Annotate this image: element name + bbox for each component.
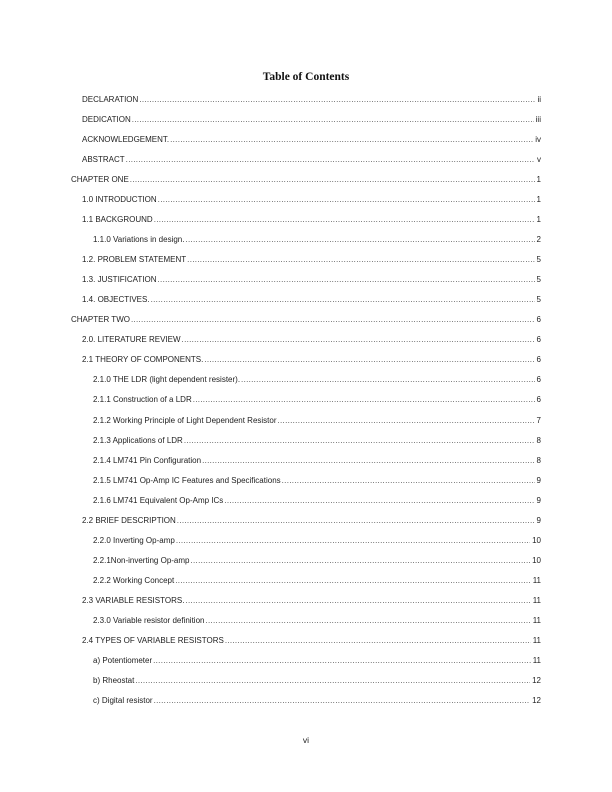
toc-entry-label: 1.3. JUSTIFICATION — [82, 275, 157, 285]
leader-dots — [191, 556, 531, 565]
toc-entry-page: v — [537, 154, 541, 164]
toc-entry-page: 9 — [536, 475, 541, 485]
toc-entry[interactable] — [71, 611, 541, 631]
toc-entry-label: 2.2.0 Inverting Op-amp — [93, 535, 175, 545]
toc-entry[interactable] — [71, 229, 541, 249]
leader-dots — [193, 395, 535, 404]
toc-entry-label: 2.1.5 LM741 Op-Amp IC Features and Specifications — [93, 475, 281, 485]
toc-entry-label: 2.4 TYPES OF VARIABLE RESISTORS — [82, 636, 224, 646]
leader-dots — [187, 255, 534, 264]
toc-entry-label: ABSTRACT — [82, 154, 125, 164]
toc-entry-page: 6 — [536, 375, 541, 385]
toc-entry[interactable] — [71, 89, 541, 109]
toc-entry[interactable] — [71, 631, 541, 651]
leader-dots — [282, 476, 535, 485]
toc-entry-label: 1.2. PROBLEM STATEMENT — [82, 255, 187, 265]
toc-entry-label: CHAPTER TWO — [71, 315, 130, 325]
toc-entry-label: 2.3.0 Variable resistor definition — [93, 616, 205, 626]
leader-dots — [184, 436, 535, 445]
toc-entry-label: 1.4. OBJECTIVES. — [82, 295, 150, 305]
toc-entry-label: 2.1.3 Applications of LDR — [93, 435, 183, 445]
toc-entry[interactable] — [71, 651, 541, 671]
leader-dots — [225, 636, 531, 645]
toc-entry[interactable] — [71, 310, 541, 330]
toc-entry-page: 1 — [536, 194, 541, 204]
toc-entry-label: CHAPTER ONE — [71, 174, 129, 184]
toc-entry-label: 2.1 THEORY OF COMPONENTS. — [82, 355, 204, 365]
toc-entry[interactable] — [71, 390, 541, 410]
leader-dots — [158, 195, 535, 204]
toc-entry-page: 12 — [532, 696, 541, 706]
toc-entry[interactable] — [71, 410, 541, 430]
toc-entry-page: 11 — [532, 656, 541, 666]
leader-dots — [205, 616, 530, 625]
toc-entry-page: 8 — [536, 435, 541, 445]
toc-entry-page: 11 — [532, 636, 541, 646]
toc-entry-label: b) Rheostat — [93, 676, 135, 686]
toc-entry-label: 2.2.2 Working Concept — [93, 576, 175, 586]
leader-dots — [175, 576, 530, 585]
toc-entry[interactable] — [71, 591, 541, 611]
toc-entry-page: 6 — [536, 395, 541, 405]
leader-dots — [126, 155, 535, 164]
page-title: Table of Contents — [262, 71, 350, 83]
leader-dots — [151, 295, 535, 304]
toc-entry-label: 2.0. LITERATURE REVIEW — [82, 335, 181, 345]
leader-dots — [130, 175, 535, 184]
toc-entry[interactable] — [71, 671, 541, 691]
leader-dots — [202, 456, 534, 465]
toc-entry-label: 1.1.0 Variations in design. — [93, 234, 185, 244]
leader-dots — [158, 275, 535, 284]
table-of-contents — [71, 89, 541, 711]
toc-entry-page: 5 — [536, 275, 541, 285]
toc-entry[interactable] — [71, 571, 541, 591]
toc-entry[interactable] — [71, 450, 541, 470]
toc-entry-page: 9 — [536, 515, 541, 525]
toc-entry-page: 11 — [532, 616, 541, 626]
page-number: vi — [302, 735, 310, 745]
toc-entry-page: 5 — [536, 255, 541, 265]
toc-entry-page: 6 — [536, 335, 541, 345]
toc-entry-label: 2.1.4 LM741 Pin Configuration — [93, 455, 202, 465]
toc-entry-page: 8 — [536, 455, 541, 465]
toc-entry[interactable] — [71, 530, 541, 550]
toc-entry-page: 11 — [532, 576, 541, 586]
toc-entry[interactable] — [71, 169, 541, 189]
toc-entry-page: 5 — [536, 295, 541, 305]
toc-entry-label: 2.3 VARIABLE RESISTORS. — [82, 596, 185, 606]
toc-entry-page: 9 — [536, 495, 541, 505]
toc-entry-page: 1 — [536, 214, 541, 224]
toc-entry[interactable] — [71, 129, 541, 149]
toc-entry[interactable] — [71, 350, 541, 370]
toc-entry[interactable] — [71, 691, 541, 711]
leader-dots — [153, 656, 531, 665]
leader-dots — [154, 696, 531, 705]
leader-dots — [135, 676, 530, 685]
toc-entry[interactable] — [71, 250, 541, 270]
toc-entry[interactable] — [71, 490, 541, 510]
toc-entry-label: 2.2.1Non-inverting Op-amp — [93, 555, 190, 565]
toc-entry[interactable] — [71, 470, 541, 490]
toc-entry-page: iii — [535, 114, 541, 124]
toc-entry-label: 1.1 BACKGROUND — [82, 214, 153, 224]
leader-dots — [278, 416, 535, 425]
toc-entry-label: ACKNOWLEDGEMENT. — [82, 134, 170, 144]
toc-entry-label: DEDICATION — [82, 114, 131, 124]
toc-entry-page: 10 — [532, 535, 541, 545]
leader-dots — [204, 355, 534, 364]
toc-entry-page: 11 — [532, 596, 541, 606]
toc-entry[interactable] — [71, 149, 541, 169]
leader-dots — [139, 95, 535, 104]
toc-entry-label: DECLARATION — [82, 94, 139, 104]
leader-dots — [185, 596, 530, 605]
toc-entry-page: 6 — [536, 355, 541, 365]
toc-entry[interactable] — [71, 290, 541, 310]
toc-entry[interactable] — [71, 370, 541, 390]
toc-entry-label: c) Digital resistor — [93, 696, 153, 706]
toc-entry[interactable] — [71, 109, 541, 129]
leader-dots — [132, 115, 534, 124]
leader-dots — [131, 315, 535, 324]
leader-dots — [185, 235, 534, 244]
toc-entry[interactable] — [71, 510, 541, 530]
leader-dots — [154, 215, 535, 224]
leader-dots — [224, 496, 534, 505]
toc-entry[interactable] — [71, 430, 541, 450]
leader-dots — [176, 536, 530, 545]
leader-dots — [182, 335, 535, 344]
toc-entry-label: 2.2 BRIEF DESCRIPTION — [82, 515, 176, 525]
toc-entry-page: iv — [535, 134, 541, 144]
leader-dots — [177, 516, 535, 525]
toc-entry[interactable] — [71, 550, 541, 570]
toc-entry[interactable] — [71, 330, 541, 350]
leader-dots — [241, 375, 535, 384]
toc-entry-label: 2.1.2 Working Principle of Light Dependent Resistor — [93, 415, 277, 425]
toc-entry-page: 6 — [536, 315, 541, 325]
toc-entry-label: 2.1.6 LM741 Equivalent Op-Amp ICs — [93, 495, 224, 505]
toc-entry-page: 1 — [536, 174, 541, 184]
toc-entry-page: 2 — [536, 234, 541, 244]
toc-entry-label: 2.1.1 Construction of a LDR — [93, 395, 192, 405]
toc-entry-label: 1.0 INTRODUCTION — [82, 194, 157, 204]
leader-dots — [170, 135, 533, 144]
toc-entry-label: a) Potentiometer — [93, 656, 153, 666]
toc-entry[interactable] — [71, 270, 541, 290]
toc-entry-page: 12 — [532, 676, 541, 686]
toc-entry[interactable] — [71, 189, 541, 209]
toc-entry-page: 10 — [532, 555, 541, 565]
toc-entry-page: 7 — [536, 415, 541, 425]
toc-entry-page: ii — [537, 94, 541, 104]
toc-entry[interactable] — [71, 209, 541, 229]
toc-entry-label: 2.1.0 THE LDR (light dependent resister). — [93, 375, 241, 385]
